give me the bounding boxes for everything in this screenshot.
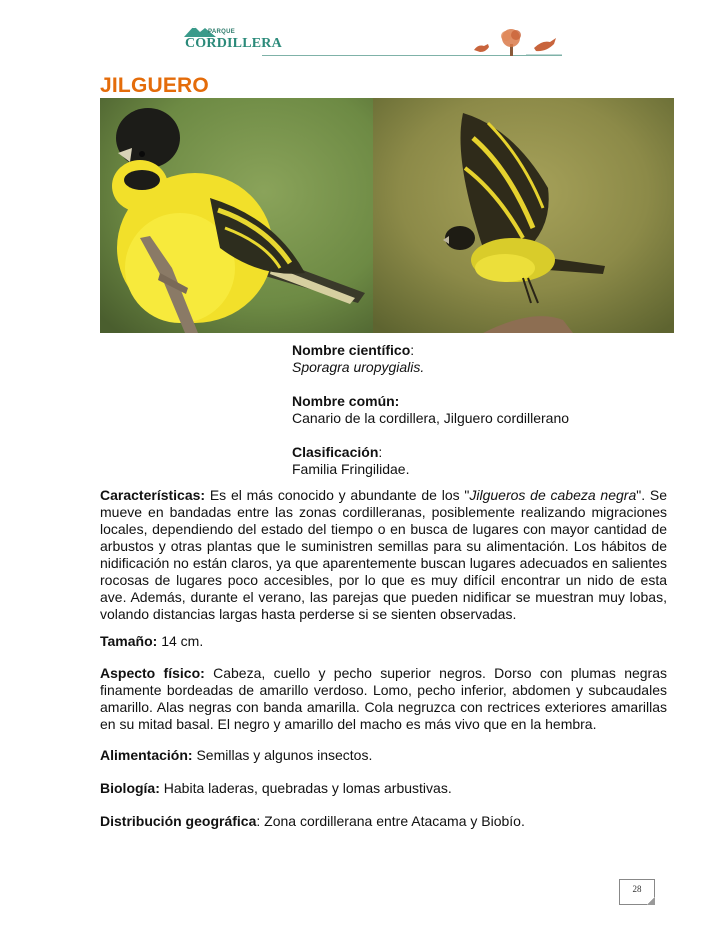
biology-paragraph xyxy=(100,780,667,797)
scientific-name-value xyxy=(292,359,672,376)
page-number-box xyxy=(619,879,655,905)
characteristics-text-after: ". Se mueve en bandadas entre las zonas cordilleranas, posiblemente realizando migraciones locales, dependiendo del estado del tiempo o en busca de lugares con mayor cantidad de arbustos y otras plantas que le suministren semillas para su alimentación. Los hábitos de nidificación no están claros, ya que aparentemente buscan lugares adecuados en salientes rocosas de lugares poco accesibles, por lo que es muy difícil encontrar un nido de esta ave. Además, durante el verano, las parejas que pueden nidificar se muestran muy lobas, volando distancias largas hasta perderse si se sienten observadas. xyxy=(100,487,667,622)
characteristics-label: Características: xyxy=(100,487,206,503)
flying-bird-image xyxy=(373,98,674,333)
classification-value: Familia Fringilidae. xyxy=(292,461,410,477)
food-label: Alimentación: xyxy=(100,747,193,763)
distribution-label: Distribución geográfica xyxy=(100,813,257,829)
distribution-paragraph xyxy=(100,813,667,830)
common-name-value: Canario de la cordillera, Jilguero cordillerano xyxy=(292,410,570,426)
size-label: Tamaño: xyxy=(100,633,158,649)
appearance-value: Cabeza, cuello y pecho superior negros. Dorso con plumas negras finamente bordeadas de amarillo verdoso. Lomo, pecho inferior, abdomen y subcaudales amarillo. Alas negras con banda amarilla. Cola negruzca con rectrices exteriores amarillas en su mitad basal. El negro y amarillo del macho es más vivo que en la hembra. xyxy=(100,665,667,732)
logo-small-text: PARQUE xyxy=(208,29,236,35)
biology-label: Biología: xyxy=(100,780,160,796)
species-info-block xyxy=(292,342,672,478)
size-value: 14 cm. xyxy=(157,633,204,649)
bird-photo-flight xyxy=(373,98,674,333)
characteristics-paragraph xyxy=(100,487,667,623)
perched-bird-image xyxy=(100,98,373,333)
scientific-name-label: Nombre científico xyxy=(292,342,411,358)
characteristics-italic: Jilgueros de cabeza negra xyxy=(469,487,637,503)
classification-colon: : xyxy=(378,444,383,460)
bird-photo-perched xyxy=(100,98,373,333)
logo-big-text: CORDILLERA xyxy=(185,36,282,51)
scientific-name-italic: Sporagra uropygialis. xyxy=(292,359,425,375)
food-paragraph xyxy=(100,747,667,764)
distribution-value: : Zona cordillerana entre Atacama y Biobío. xyxy=(256,813,525,829)
parque-cordillera-logo xyxy=(182,24,282,58)
classification-row xyxy=(292,444,672,461)
classification-label: Clasificación xyxy=(292,444,379,460)
scientific-name-colon: : xyxy=(410,342,415,358)
page-number: 28 xyxy=(632,884,642,894)
common-name-label: Nombre común: xyxy=(292,393,400,409)
appearance-paragraph xyxy=(100,665,667,733)
page-curl-icon xyxy=(647,897,655,905)
scientific-name-row xyxy=(292,342,672,359)
food-value: Semillas y algunos insectos. xyxy=(192,747,373,763)
page-header xyxy=(182,24,564,62)
characteristics-text-before: Es el más conocido y abundante de los " xyxy=(205,487,470,503)
biology-value: Habita laderas, quebradas y lomas arbustivas. xyxy=(159,780,452,796)
size-paragraph xyxy=(100,633,667,650)
appearance-label: Aspecto físico: xyxy=(100,665,205,681)
fauna-illustration-icon xyxy=(472,26,564,58)
page-title: JILGUERO xyxy=(100,74,209,97)
